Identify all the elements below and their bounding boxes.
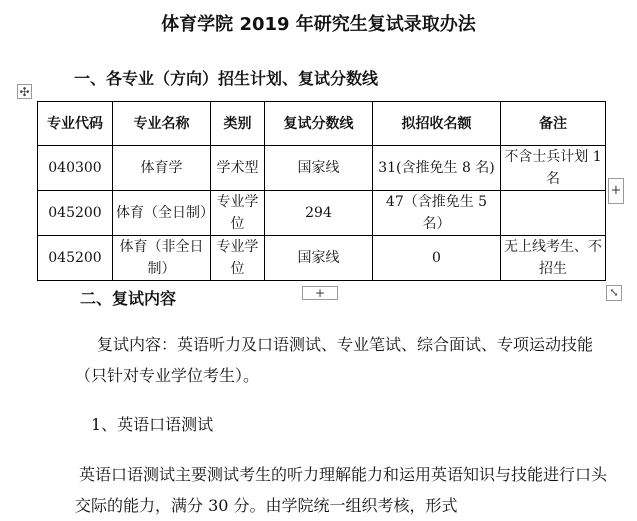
subheading-oral-test: 1、英语口语测试 — [91, 415, 214, 434]
document-title: 体育学院 2019 年研究生复试录取办法 — [161, 14, 476, 35]
cell-score-line: 294 — [265, 191, 373, 236]
table-resize-handle-icon[interactable]: ⤡ — [606, 285, 622, 301]
section-heading-plan: 一、各专业（方向）招生计划、复试分数线 — [74, 69, 379, 88]
header-category: 类别 — [211, 102, 265, 146]
table-move-handle-icon[interactable]: ✣ — [17, 84, 32, 99]
cell-major-code: 040300 — [38, 146, 113, 191]
paragraph-retest-content: 复试内容：英语听力及口语测试、专业笔试、综合面试、专项运动技能（只针对专业学位考生）。 — [75, 335, 594, 385]
cell-category: 学术型 — [211, 146, 265, 191]
header-score-line: 复试分数线 — [265, 102, 373, 146]
admission-plan-table — [37, 101, 606, 281]
cell-category: 专业学位 — [211, 191, 265, 236]
cell-remarks — [501, 191, 606, 236]
add-column-button[interactable]: + — [608, 178, 624, 204]
section-heading-content: 二、复试内容 — [80, 289, 177, 308]
cell-category: 专业学位 — [211, 236, 265, 281]
header-major-code: 专业代码 — [38, 102, 113, 146]
table-row — [38, 236, 606, 281]
cell-quota: 31(含推免生 8 名) — [373, 146, 501, 191]
paragraph-oral-test: 英语口语测试主要测试考生的听力理解能力和运用英语知识与技能进行口头交际的能力，满分 30 分。由学院统一组织考核，形式 — [75, 465, 608, 515]
cell-major-code: 045200 — [38, 191, 113, 236]
header-quota: 拟招收名额 — [373, 102, 501, 146]
cell-major-name: 体育（全日制） — [113, 191, 211, 236]
cell-major-code: 045200 — [38, 236, 113, 281]
cell-major-name: 体育（非全日制） — [113, 236, 211, 281]
table-row — [38, 146, 606, 191]
cell-score-line: 国家线 — [265, 236, 373, 281]
cell-remarks: 不含士兵计划 1 名 — [501, 146, 606, 191]
table-row — [38, 191, 606, 236]
header-remarks: 备注 — [501, 102, 606, 146]
cell-quota: 47（含推免生 5 名） — [373, 191, 501, 236]
header-major-name: 专业名称 — [113, 102, 211, 146]
cell-quota: 0 — [373, 236, 501, 281]
cell-score-line: 国家线 — [265, 146, 373, 191]
add-row-button[interactable]: + — [302, 286, 338, 300]
cell-remarks: 无上线考生、不招生 — [501, 236, 606, 281]
table-header-row — [38, 102, 606, 146]
cell-major-name: 体育学 — [113, 146, 211, 191]
